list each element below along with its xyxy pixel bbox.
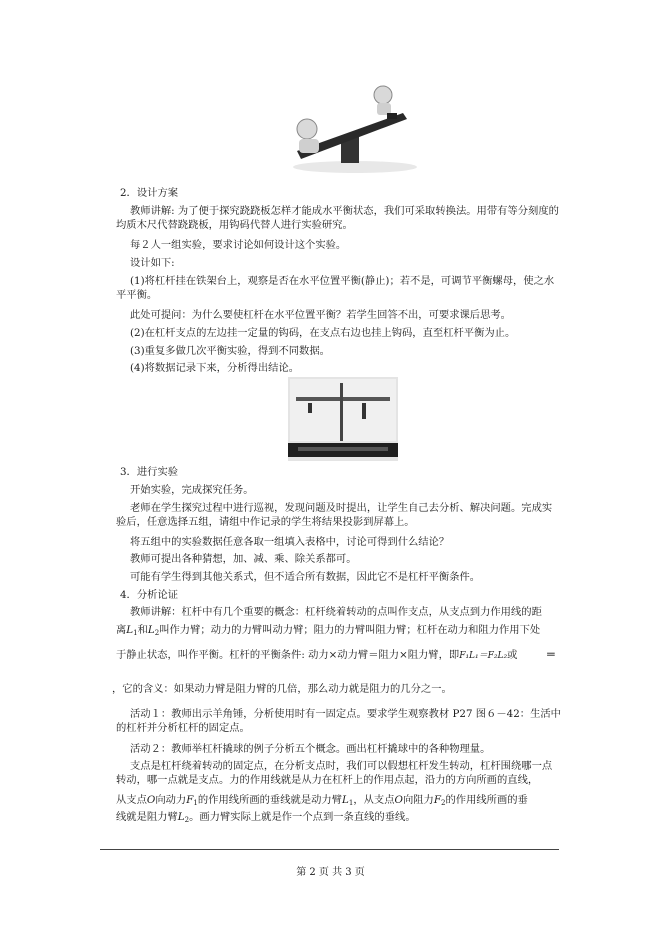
figure-left-head <box>297 119 317 139</box>
teacher-explanation: 教师讲解: 为了便于探究跷跷板怎样才能成水平衡状态，我们可采取转换法。用带有等分刻度的均质木尺代替跷跷板，用钩码代替人进行实验研究。 <box>116 205 559 231</box>
lever-apparatus-photo <box>288 377 398 461</box>
activity-1: 活动１：教师出示羊角锤，分析使用时有一固定点。要求学生观察教材 P27 图６－42：生活中的杠杆并分析杠杆的固定点。 <box>116 708 561 734</box>
design-intro: 设计如下: <box>130 257 175 269</box>
stand-pole <box>340 383 343 441</box>
balance-formula: F₁L₁＝F₂L₂ <box>459 651 508 661</box>
pivot-line-4: 线就是阻力臂$L_2$。画力臂实际上就是作一个点到一条直线的垂线。 <box>116 811 416 824</box>
figure-right-head <box>374 86 392 104</box>
step-2: (2)在杠杆支点的左边挂一定量的钩码，在支点右边也挂上钩码，直至杠杆平衡为止。 <box>130 327 516 339</box>
section3-title: 3．进行实验 <box>120 466 179 478</box>
section4-title: 4．分析论证 <box>120 589 179 601</box>
step-4: (4)将数据记录下来，分析得出结论。 <box>130 362 300 374</box>
figure-left-body <box>299 139 319 153</box>
weight-right <box>362 403 366 419</box>
fill-table: 将五组中的实验数据任意各取一组填入表格中，讨论可得到什么结论？ <box>130 536 450 548</box>
figure-right-feet <box>387 113 397 119</box>
group-instruction: 每２人一组实验，要求讨论如何设计这个实验。 <box>130 239 347 251</box>
activity-2: 活动２：教师举杠杆撬球的例子分析五个概念。画出杠杆撬球中的各种物理量。 <box>130 743 491 755</box>
teacher-patrol: 老师在学生探究过程中进行巡视，发现问题及时提出，让学生自己去分析、解决问题。完成实验后，任意选择五组，请组中作记录的学生将结果投影到屏幕上。 <box>116 502 553 528</box>
formula-meaning: ，它的含义：如果动力臂是阻力臂的几倍，那么动力就是阻力的几分之一。 <box>112 683 452 695</box>
pivot-explanation: 支点是杠杆绕着转动的固定点，在分析支点时，我们可以假想杠杆发生转动，杠杆围绕哪一点转动，哪一点就是支点。力的作用线就是从力在杠杆上的作用点起，沿力的方向所画的直线， <box>116 760 553 786</box>
page-footer: 第 2 页 共 3 页 <box>296 867 365 878</box>
step-1: (1)将杠杆挂在铁架台上，观察是否在水平位置平衡(静止)；若不是，可调节平衡螺母，使之水平平衡。 <box>116 275 555 301</box>
question: 此处可提问：为什么要使杠杆在水平位置平衡？若学生回答不出，可要求课后思考。 <box>130 309 511 321</box>
footer-divider <box>100 849 559 850</box>
pivot-line-3: 从支点O向动力$F_1$的作用线所画的垂线就是动力臂$L_1$，从支点O向阻力$F_2$的作用线所画的垂 <box>116 794 528 807</box>
other-relations: 可能有学生得到其他关系式，但不适合所有数据，因此它不是杠杆平衡条件。 <box>130 571 481 583</box>
seesaw-illustration <box>285 85 425 175</box>
weight-left <box>308 403 312 413</box>
base-highlight <box>298 447 388 451</box>
step-3: (3)重复多做几次平衡实验，得到不同数据。 <box>130 345 330 357</box>
formula-alt: ＝ <box>545 649 556 661</box>
teacher-guess: 教师可提出各种猜想，加、减、乘、除关系都可。 <box>130 553 357 565</box>
start-experiment: 开始实验，完成探究任务。 <box>130 484 254 496</box>
concept-line-1: 教师讲解：杠杆中有几个重要的概念：杠杆绕着转动的点叫作支点，从支点到力作用线的距 <box>130 606 542 618</box>
section2-title: 2．设计方案 <box>120 187 179 199</box>
concept-line-2: 离$L_1$和$L_2$叫作力臂；动力的力臂叫动力臂；阻力的力臂叫阻力臂；杠杆在动力和阻力作用下处 <box>116 624 541 637</box>
concept-line-3: 于静止状态，叫作平衡。杠杆的平衡条件: 动力×动力臂＝阻力×阻力臂，即F₁L₁＝F₂L₂或 ＝ <box>116 649 556 661</box>
